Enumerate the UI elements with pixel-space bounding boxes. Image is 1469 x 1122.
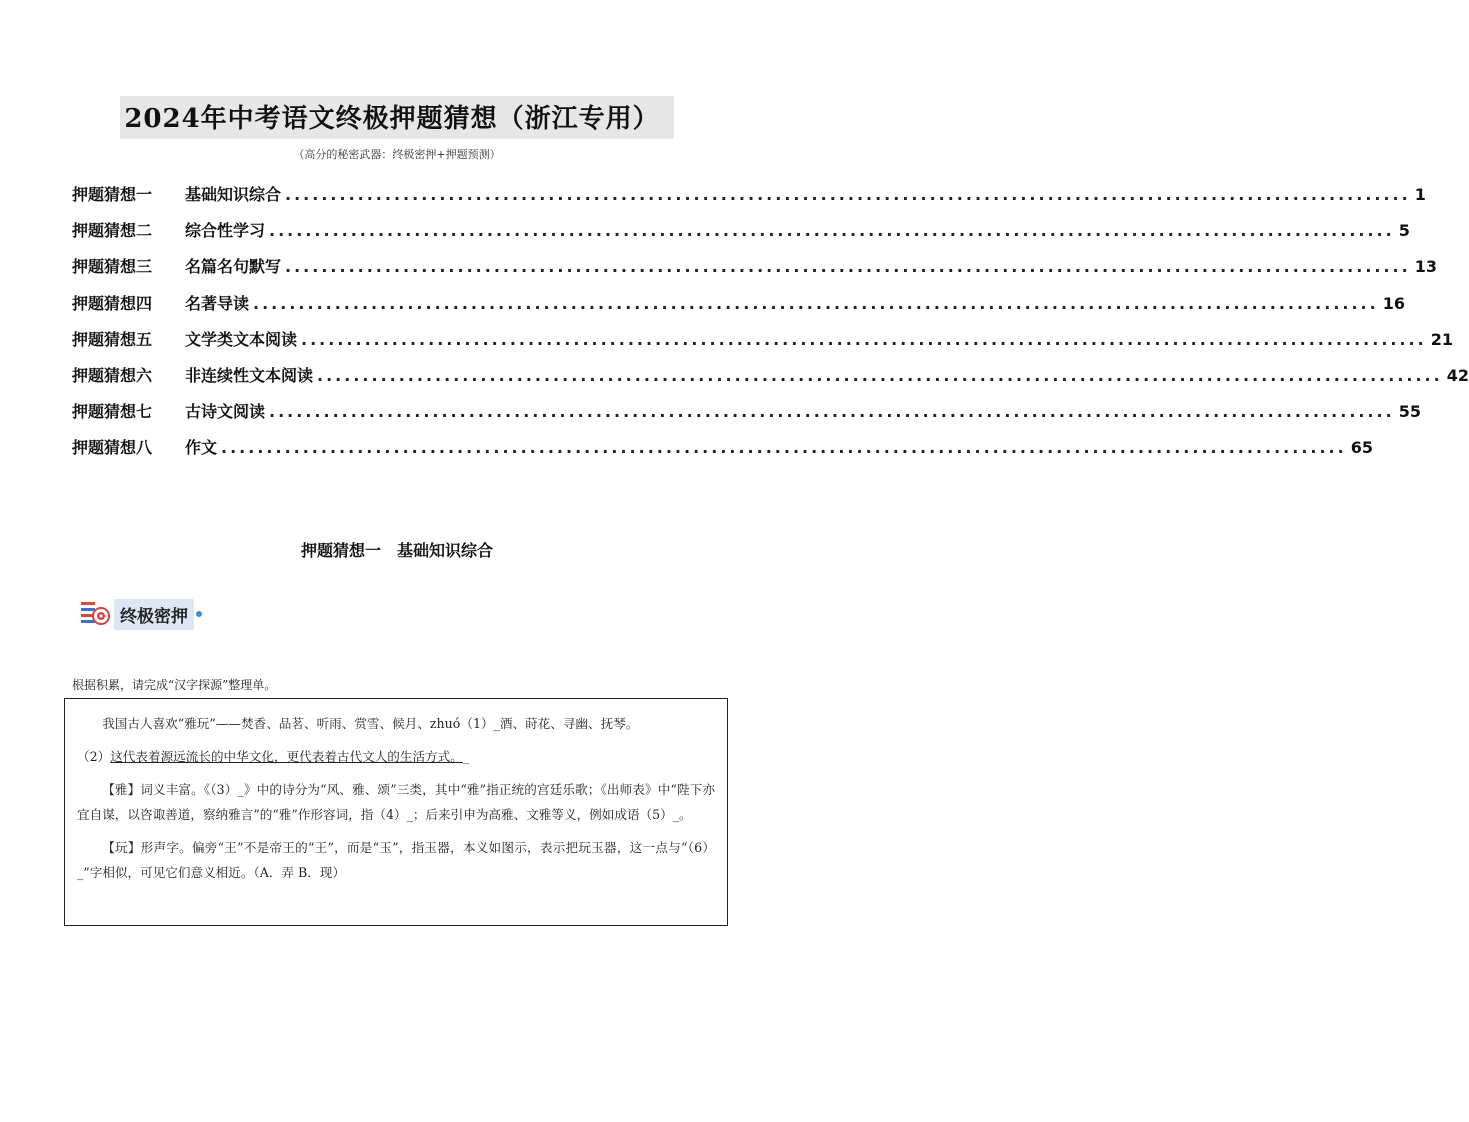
target-board-icon <box>80 599 110 629</box>
section-title: 押题猜想一 基础知识综合 <box>300 541 493 560</box>
toc-row[interactable] <box>72 327 1453 363</box>
toc-label: 押题猜想四 <box>72 293 153 313</box>
section-badge <box>80 598 202 630</box>
badge-label: 终极密押 <box>114 599 194 630</box>
toc-name: 作文 <box>185 438 218 458</box>
toc-name: 文学类文本阅读 <box>185 329 298 349</box>
toc-name: 名篇名句默写 <box>185 257 282 277</box>
toc-page: 13 <box>1414 257 1437 277</box>
toc-page: 16 <box>1382 293 1405 313</box>
toc-label: 押题猜想三 <box>72 257 153 277</box>
toc-page: 21 <box>1430 329 1453 349</box>
blank-label: （2） <box>77 749 111 764</box>
toc-row[interactable] <box>72 182 1426 218</box>
toc-name: 名著导读 <box>185 293 250 313</box>
document-subtitle: （高分的秘密武器：终极密押+押题预测） <box>293 148 501 161</box>
toc-row[interactable] <box>72 399 1421 435</box>
blank: _ <box>462 749 470 764</box>
toc-page: 5 <box>1398 221 1410 241</box>
toc-leader: ............................................................................................................................ <box>253 293 1379 313</box>
toc-leader: ............................................................................................................................ <box>269 402 1395 422</box>
paragraph: 我国古人喜欢“雅玩”——焚香、品茗、听雨、赏雪、候月、zhuó（1）_酒、莳花、寻幽、抚琴。 <box>102 716 639 731</box>
toc-page: 65 <box>1350 438 1373 458</box>
underlined-sentence: 这代表着源远流长的中华文化，更代表着古代文人的生活方式。 <box>110 749 463 764</box>
toc-name: 综合性学习 <box>185 221 266 241</box>
toc-label: 押题猜想五 <box>72 329 153 349</box>
toc-row[interactable] <box>72 218 1410 254</box>
toc-leader: ............................................................................................................................ <box>301 329 1427 349</box>
toc-leader: ............................................................................................................................ <box>285 185 1411 204</box>
toc-row[interactable] <box>72 435 1373 471</box>
toc-page: 55 <box>1398 402 1421 422</box>
toc-row[interactable] <box>72 254 1437 290</box>
toc-label: 押题猜想六 <box>72 365 153 385</box>
toc-row[interactable] <box>72 291 1405 327</box>
toc-label: 押题猜想七 <box>72 402 153 422</box>
paragraph <box>77 744 715 769</box>
toc-label: 押题猜想二 <box>72 221 153 241</box>
toc-name: 古诗文阅读 <box>185 402 266 422</box>
toc-leader: ............................................................................................................................ <box>317 365 1443 385</box>
toc-row[interactable] <box>72 363 1469 399</box>
dot-icon <box>196 611 202 617</box>
paragraph: 【雅】词义丰富。《（3）_》中的诗分为“风、雅、颂”三类，其中“雅”指正统的宫廷乐歌；《出师表》中“陛下亦宜自谋，以咨诹善道，察纳雅言”的“雅”作形容词，指（4）_；后来引申为高雅、文雅等义，例如成语（5）_。 <box>77 782 715 822</box>
toc-leader: ............................................................................................................................ <box>269 221 1395 241</box>
table-of-contents <box>72 182 1469 472</box>
title-wrap <box>0 96 794 139</box>
toc-page: 1 <box>1414 185 1426 204</box>
toc-name: 非连续性文本阅读 <box>185 365 314 385</box>
question-intro: 根据积累，请完成“汉字探源”整理单。 <box>72 678 277 692</box>
toc-label: 押题猜想一 <box>72 185 153 204</box>
document-title: 2024年中考语文终极押题猜想（浙江专用） <box>120 96 673 139</box>
toc-leader: ............................................................................................................................ <box>285 257 1411 277</box>
toc-label: 押题猜想八 <box>72 438 153 458</box>
paragraph: 【玩】形声字。偏旁“王”不是帝王的“王”，而是“玉”，指玉器，本义如图示，表示把玩玉器，这一点与“（6）_”字相似，可见它们意义相近。（A．弄 B．现） <box>77 840 715 880</box>
toc-name: 基础知识综合 <box>185 185 282 204</box>
toc-leader: ............................................................................................................................ <box>221 438 1347 458</box>
question-box <box>64 698 728 926</box>
toc-page: 42 <box>1446 365 1469 385</box>
